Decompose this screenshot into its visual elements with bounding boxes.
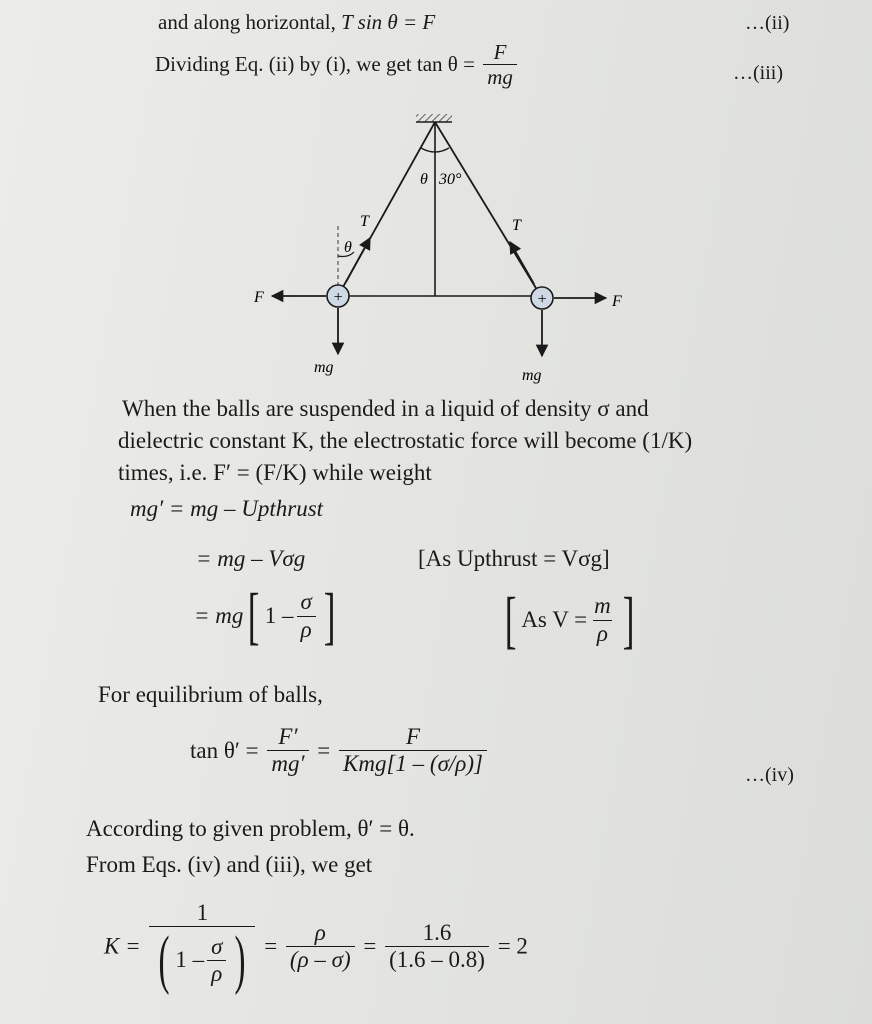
rho-den: ρ xyxy=(297,616,316,643)
equilibrium-line: For equilibrium of balls, xyxy=(98,682,323,707)
left-force-label: F xyxy=(254,289,264,306)
note-right-bracket: ] xyxy=(622,584,635,655)
inner-sigma: σ xyxy=(211,933,223,959)
line2-numerator: F xyxy=(493,40,507,64)
line2-fraction xyxy=(483,40,517,89)
rho-num: ρ xyxy=(314,919,326,945)
inner-one-minus: 1 – xyxy=(175,947,205,973)
numeric-den: (1.6 – 0.8) xyxy=(385,946,489,973)
tan-theta-prime: tan θ′ = xyxy=(190,737,259,763)
inner-sigma-rho xyxy=(207,934,226,988)
f-prime: F′ xyxy=(278,724,298,749)
mg-v-sigma-line: = mg – Vσg xyxy=(196,546,306,571)
rho-minus-sigma: (ρ – σ) xyxy=(286,946,355,973)
equation-iv: tan θ′ = $\frac{F'}{mg'}$ = $\frac{F}{\text{Kmg[1 – (σ/ρ)]}}$ xyxy=(190,724,490,778)
left-bracket: [ xyxy=(248,580,260,651)
angle-30-label: 30° xyxy=(439,171,462,188)
line2-text: Dividing Eq. (ii) by (i), we get xyxy=(155,52,417,77)
equation-number-iv: …(iv) xyxy=(745,764,794,786)
mg-prime-line: mg′ = mg – Upthrust xyxy=(130,496,324,521)
f-prime-over-mg-prime xyxy=(267,724,308,778)
one-minus: 1 – xyxy=(264,603,294,628)
kmg-den: Kmg[1 – (σ/ρ)] xyxy=(339,750,487,777)
one-over-paren xyxy=(149,900,255,997)
upthrust-note: [As Upthrust = Vσg] xyxy=(418,546,610,571)
right-bracket: ] xyxy=(323,580,336,651)
equation-number-iii: …(iii) xyxy=(733,62,783,84)
numeric-fraction xyxy=(385,920,489,974)
horizontal-equation-line xyxy=(158,10,435,35)
left-tension-label: T xyxy=(360,213,369,230)
result-value: = 2 xyxy=(497,933,528,959)
as-v-label: As V = xyxy=(521,607,588,632)
right-charge-label: + xyxy=(536,291,548,308)
as-v-text xyxy=(521,607,587,632)
mg-prime: mg′ xyxy=(267,750,308,777)
paragraph-line-2: dielectric constant K, the electrostatic force will become (1/K) xyxy=(118,428,693,453)
ceiling-support xyxy=(416,114,452,122)
line1-text: and along horizontal, xyxy=(158,10,342,34)
line2-lhs: tan θ = xyxy=(416,52,475,77)
from-eqs-line: From Eqs. (iv) and (iii), we get xyxy=(86,852,373,877)
sigma-num: σ xyxy=(300,589,312,615)
sigma-over-rho xyxy=(296,589,315,643)
equation-number-ii: …(ii) xyxy=(745,12,790,34)
right-weight-label: mg xyxy=(522,367,542,384)
as-v-note xyxy=(500,584,639,655)
left-theta-label: θ xyxy=(344,239,352,256)
given-line: According to given problem, θ′ = θ. xyxy=(86,816,415,841)
note-left-bracket: [ xyxy=(504,584,517,655)
rho-den-2: ρ xyxy=(593,620,612,647)
f-num: F xyxy=(405,724,421,749)
left-weight-label: mg xyxy=(314,359,334,376)
line2-denominator: mg xyxy=(483,64,517,89)
inner-rho: ρ xyxy=(207,960,226,987)
dividing-equation-line xyxy=(155,40,520,89)
m-over-rho xyxy=(590,593,615,647)
right-force-label: F xyxy=(612,293,622,310)
right-tension-arrow xyxy=(510,242,534,284)
one-num: 1 xyxy=(196,900,209,925)
paragraph-line-1: When the balls are suspended in a liquid of density σ and xyxy=(122,396,649,421)
final-equation: K = 1 ( 1 – $\frac{\sigma}{\rho}$ ) = $\frac{\rho}{(\rho - \sigma)}$ = $\frac{1.6}{(1.6 - 0.8)}$ = 2 xyxy=(104,900,528,997)
rho-over-rho-minus-sigma xyxy=(286,920,355,974)
force-diagram xyxy=(240,108,640,388)
numeric-num: 1.6 xyxy=(422,919,452,945)
paren-den: ( 1 – $\frac{\sigma}{\rho}$ ) xyxy=(149,926,255,993)
mg-bracket-line xyxy=(194,580,340,651)
top-theta-label: θ xyxy=(420,171,428,188)
mg-prefix: = mg xyxy=(194,603,244,628)
right-tension-label: T xyxy=(512,217,521,234)
line1-equation: T sin θ = F xyxy=(341,10,436,34)
m-num: m xyxy=(594,593,611,619)
f-over-kmg xyxy=(339,724,487,778)
left-charge-label: + xyxy=(332,289,344,306)
k-equals: K = xyxy=(104,933,141,959)
paragraph-line-3: times, i.e. F′ = (F/K) while weight xyxy=(118,460,432,485)
